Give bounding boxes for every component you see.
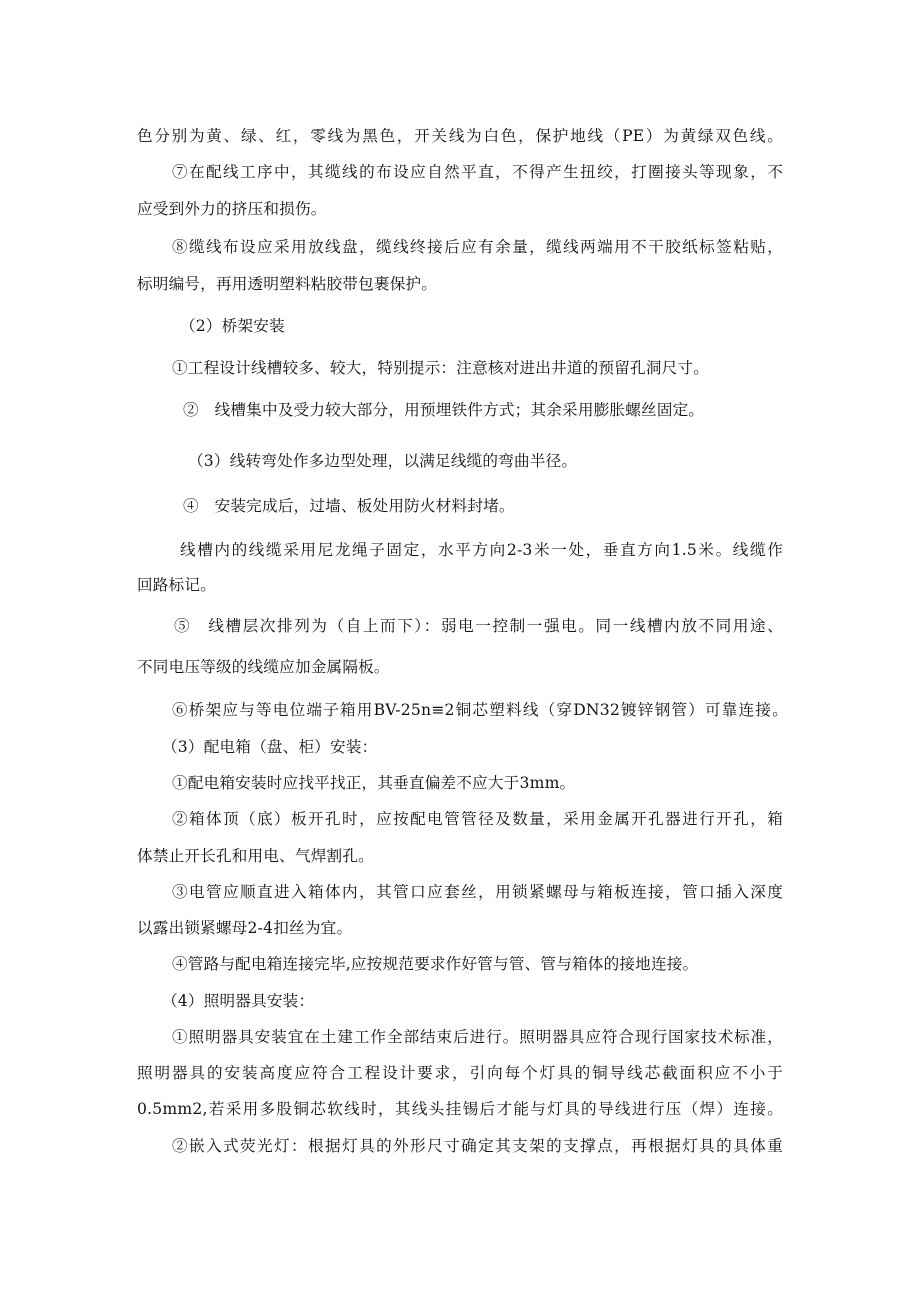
text-line: 线槽内的线缆采用尼龙绳子固定，水平方向2-3米一处，垂直方向1.5米。线缆作 [180,541,783,559]
text-line: ①照明器具安装宜在土建工作全部结束后进行。照明器具应符合现行国家技术标准， [172,1028,783,1046]
text-line: ⑤ 线槽层次排列为（自上而下）：弱电一控制一强电。同一线槽内放不同用途、 [174,617,783,635]
text-line: 回路标记。 [137,576,216,594]
text-line: 0.5mm2,若采用多股铜芯软线时，其线头挂锡后才能与灯具的导线进行压（焊）连接。 [137,1100,783,1118]
text-line: 应受到外力的挤压和损伤。 [137,200,327,218]
text-line: ② 线槽集中及受力较大部分，用预埋铁件方式；其余采用膨胀螺丝固定。 [183,401,705,419]
text-line: ⑥桥架应与等电位端子箱用BV-25n≡2铜芯塑料线（穿DN32镀锌钢管）可靠连接。 [172,701,788,719]
text-line: 以露出锁紧螺母2-4扣丝为宜。 [137,919,353,937]
text-line: （3）线转弯处作多边型处理，以满足线缆的弯曲半径。 [188,452,578,470]
section-heading: （2）桥架安装 [180,317,285,335]
text-line: ⑦在配线工序中，其缆线的布设应自然平直，不得产生扭绞，打圈接头等现象，不 [172,163,783,181]
text-line: ④ 安装完成后，过墙、板处用防火材料封堵。 [183,497,515,515]
text-line: 照明器具的安装高度应符合工程设计要求，引向每个灯具的铜导线芯截面积应不小于 [137,1064,783,1082]
text-line: ②箱体顶（底）板开孔时，应按配电管管径及数量，采用金属开孔器进行开孔，箱 [172,810,783,828]
text-line: 不同电压等级的线缆应加金属隔板。 [137,658,390,676]
text-line: 色分别为黄、绿、红，零线为黑色，开关线为白色，保护地线（PE）为黄绿双色线。 [137,127,783,145]
text-line: ④管路与配电箱连接完毕,应按规范要求作好管与管、管与箱体的接地连接。 [172,955,699,973]
text-line: ②嵌入式荧光灯：根据灯具的外形尺寸确定其支架的支撑点，再根据灯具的具体重 [172,1137,783,1155]
section-heading: （3）配电箱（盘、柜）安装： [162,738,378,756]
text-line: ①工程设计线槽较多、较大，特别提示：注意核对进出井道的预留孔洞尺寸。 [172,359,709,377]
section-heading: （4）照明器具安装： [162,992,315,1010]
text-line: ③电管应顺直进入箱体内，其管口应套丝，用锁紧螺母与箱板连接，管口插入深度 [172,883,783,901]
text-line: ⑧缆线布设应采用放线盘，缆线终接后应有余量，缆线两端用不干胶纸标签粘贴， [172,238,783,256]
text-line: ①配电箱安装时应找平找正，其垂直偏差不应大于3mm。 [172,774,576,792]
text-line: 标明编号，再用透明塑料粘胶带包裹保护。 [137,275,438,293]
text-line: 体禁止开长孔和用电、气焊割孔。 [137,847,374,865]
